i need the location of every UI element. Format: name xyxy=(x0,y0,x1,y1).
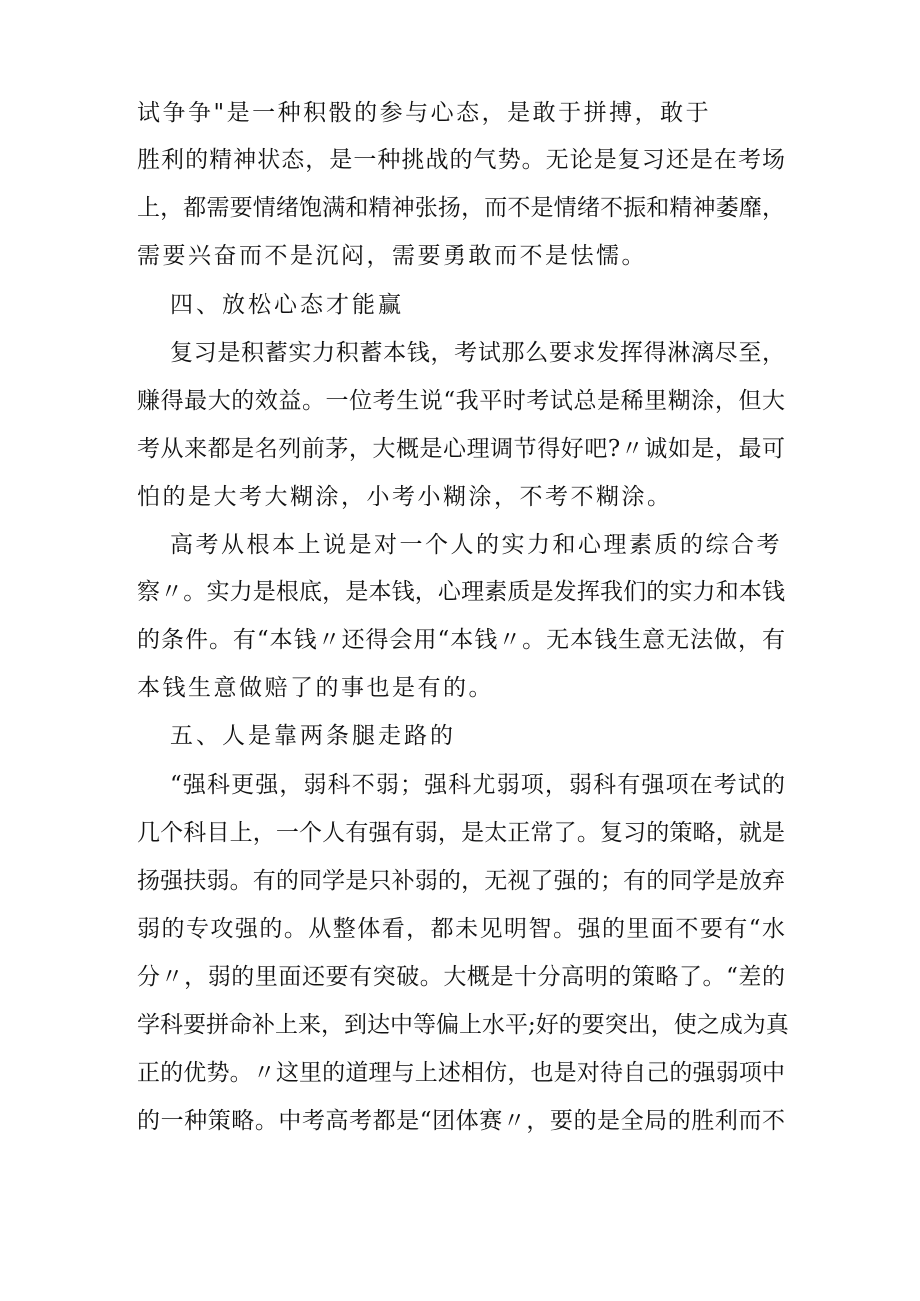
text-line: 的条件。有“本钱〃还得会用“本钱〃。无本钱生意无法做，有 xyxy=(137,627,785,653)
text-line: 正的优势。〃这里的道理与上述相仿，也是对待自己的强弱项中 xyxy=(137,1060,785,1086)
text-line: 的一种策略。中考高考都是“团体赛〃，要的是全局的胜利而不 xyxy=(137,1108,785,1134)
text-line: 试争争"是一种积骰的参与心态，是敢于拼搏，敢于 xyxy=(137,100,712,126)
text-line: 考从来都是名列前茅，大概是心理调节得好吧?〃诚如是，最可 xyxy=(137,436,785,462)
section-heading: 四、放松心态才能赢 xyxy=(170,292,404,318)
text-line: 学科要拼命补上来，到达中等偏上水平;好的要突出，使之成为真 xyxy=(137,1012,789,1038)
text-line: 扬强扶弱。有的同学是只补弱的，无视了强的；有的同学是放弃 xyxy=(137,868,785,894)
text-line: 需要兴奋而不是沉闷，需要勇敢而不是怯懦。 xyxy=(137,243,647,269)
text-line: 几个科目上，一个人有强有弱，是太正常了。复习的策略，就是 xyxy=(137,820,785,846)
text-line: 胜利的精神状态，是一种挑战的气势。无论是复习还是在考场 xyxy=(137,147,785,173)
section-heading: 五、人是靠两条腿走路的 xyxy=(170,723,456,749)
text-line: 怕的是大考大糊涂，小考小糊涂，不考不糊涂。 xyxy=(137,484,673,510)
text-line: 复习是积蓄实力积蓄本钱，考试那么要求发挥得淋漓尽至， xyxy=(170,340,785,366)
text-line: 本钱生意做赔了的事也是有的。 xyxy=(137,675,494,701)
text-line: 赚得最大的效益。一位考生说“我平时考试总是稀里糊涂，但大 xyxy=(137,388,785,414)
text-line: 弱的专攻强的。从整体看，都未见明智。强的里面不要有“水 xyxy=(137,916,785,942)
text-line: 察〃。实力是根底，是本钱，心理素质是发挥我们的实力和本钱 xyxy=(137,579,785,605)
text-line: 高考从根本上说是对一个人的实力和心理素质的综合考 xyxy=(170,532,782,558)
text-line: 分〃，弱的里面还要有突破。大概是十分高明的策略了。“差的 xyxy=(137,964,785,990)
text-line: “强科更强，弱科不弱；强科尤弱项，弱科有强项在考试的 xyxy=(170,772,785,798)
text-line: 上，都需要情绪饱满和精神张扬，而不是情绪不振和精神萎靡， xyxy=(137,195,785,221)
